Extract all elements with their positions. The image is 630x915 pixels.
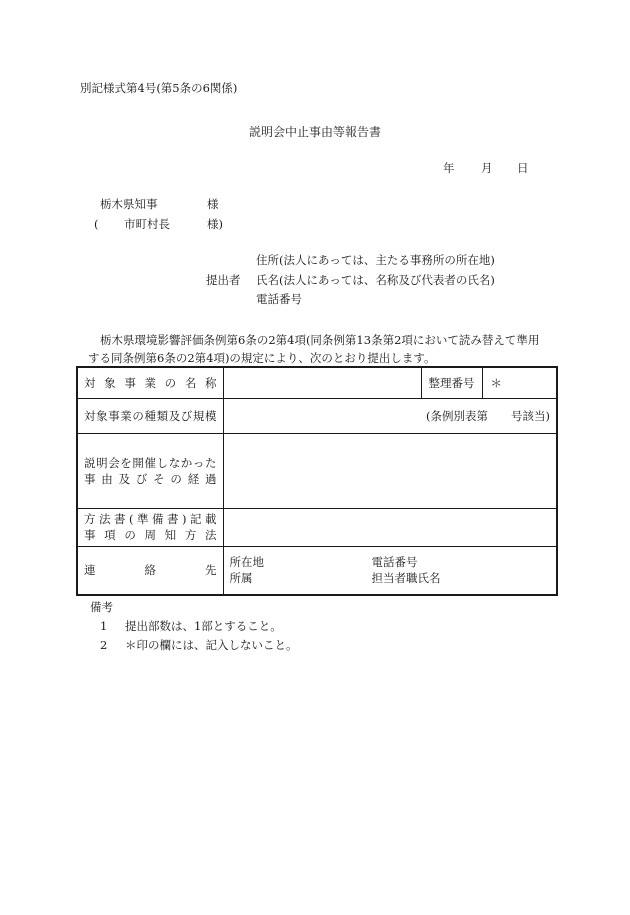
ref-number-label: 整理番号: [421, 367, 482, 398]
contact-affiliation: 所属: [229, 571, 253, 586]
contact-line-2: [230, 570, 551, 586]
addressee-mayor-honorific: 様): [207, 217, 223, 231]
body-paragraph: [88, 331, 554, 367]
cancel-reason-label: [77, 433, 223, 508]
addressee-governor: 栃木県知事: [100, 197, 158, 211]
table-row: [77, 546, 557, 595]
addressee-mayor-paren: (: [94, 217, 99, 231]
project-name-field[interactable]: [223, 367, 421, 398]
body-line-2: する同条例第6条の2第4項)の規定により、次のとおり提出します。: [88, 351, 436, 365]
report-table: [76, 366, 558, 596]
submitter-label: 提出者: [206, 273, 241, 287]
project-name-label: 対象事業の名称: [77, 367, 223, 398]
project-type-note: (条例別表第 号該当): [426, 408, 550, 423]
note-item-1: [100, 618, 282, 634]
cancel-reason-field[interactable]: [223, 433, 557, 508]
date-day: 日: [517, 161, 529, 175]
table-row: [77, 367, 557, 398]
notice-method-label-line2: 事項の周知方法: [84, 528, 217, 542]
notice-method-label-line1: 方法書(準備書)記載: [84, 512, 217, 526]
note-item-2-text: ＊印の欄には、記入しないこと。: [124, 638, 298, 652]
contact-person: 担当者職氏名: [371, 571, 441, 586]
form-reference: 別記様式第4号(第5条の6関係): [80, 81, 238, 95]
note-item-1-text: 提出部数は、1部とすること。: [124, 619, 282, 633]
contact-phone: 電話番号: [371, 555, 418, 570]
table-row: [77, 398, 557, 433]
cancel-reason-label-line2: 事由及びその経過: [84, 471, 217, 486]
body-line-1: 栃木県環境影響評価条例第6条の2第4項(同条例第13条第2項において読み替えて準用: [100, 333, 540, 347]
ref-number-field: ＊: [482, 367, 557, 398]
contact-label: 連絡先: [77, 546, 223, 595]
date-year: 年: [443, 161, 455, 175]
note-item-2-number: 2: [100, 638, 108, 652]
notice-method-label: [77, 508, 223, 546]
date-month: 月: [481, 161, 493, 175]
submitter-name: 氏名(法人にあっては、名称及び代表者の氏名): [256, 273, 495, 287]
project-type-field[interactable]: [223, 398, 557, 433]
document-title: 説明会中止事由等報告書: [248, 125, 381, 139]
note-item-2: [100, 637, 297, 653]
notes-heading: 備考: [90, 600, 113, 614]
note-item-1-number: 1: [100, 619, 108, 633]
contact-field[interactable]: [223, 546, 557, 595]
table-row: [77, 433, 557, 508]
submitter-address: 住所(法人にあっては、主たる事務所の所在地): [256, 253, 495, 267]
addressee-mayor: 市町村長: [124, 217, 170, 231]
project-type-label: 対象事業の種類及び規模: [77, 398, 223, 433]
notice-method-field[interactable]: [223, 508, 557, 546]
contact-line-1: [230, 554, 551, 570]
cancel-reason-label-line1: 説明会を開催しなかった: [84, 455, 217, 470]
contact-location: 所在地: [229, 555, 264, 570]
submitter-phone: 電話番号: [256, 292, 302, 306]
addressee-governor-honorific: 様: [207, 197, 219, 211]
table-row: [77, 508, 557, 546]
